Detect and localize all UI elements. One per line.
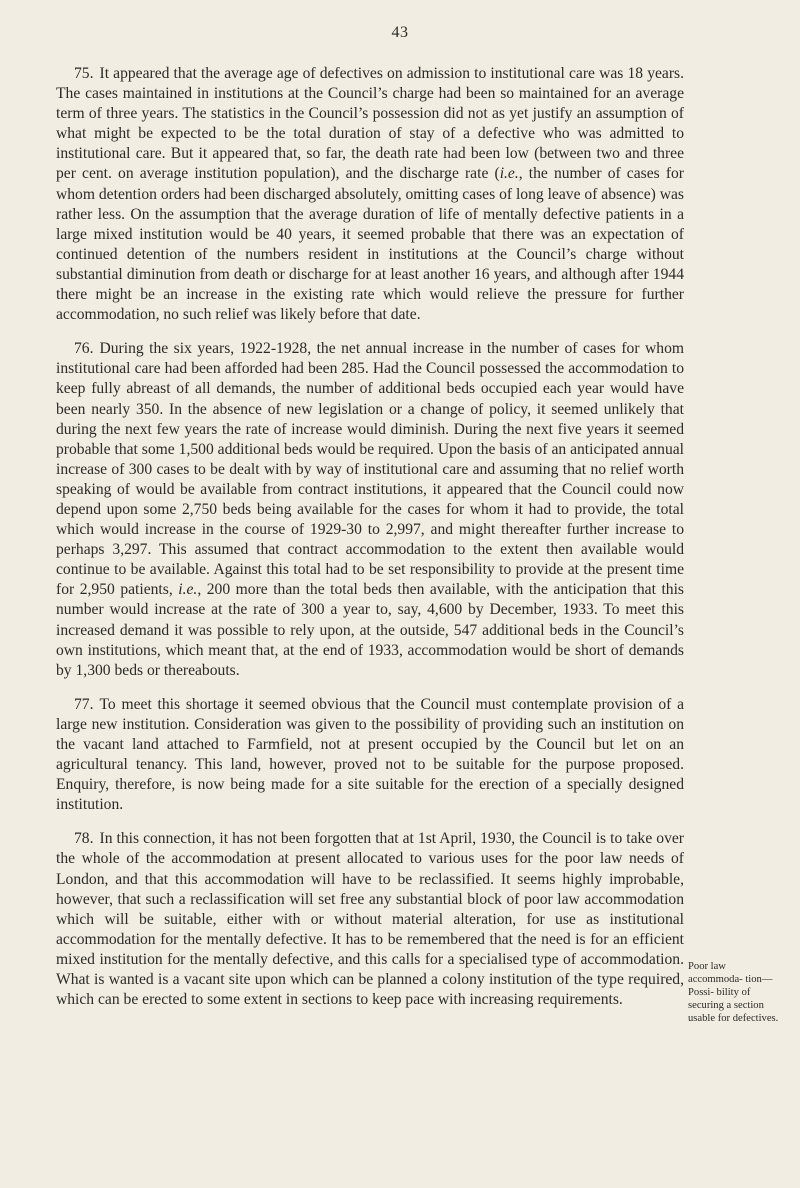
paragraph-78 xyxy=(56,829,684,1010)
paragraph-77 xyxy=(56,695,684,816)
body-text xyxy=(56,64,684,1024)
page-number: 43 xyxy=(391,24,409,41)
paragraph-75 xyxy=(56,64,684,325)
paragraph-76 xyxy=(56,339,684,681)
paragraph-text: It appeared that the average age of defectives on admission to institutional care was 18 years. The cases maintained in institutions at the Council’s charge had been so maintained for an average term of three years. The statistics in the Council’s possession did not as yet justify an assumption of what might be expected to be the total duration of stay of a defective who was admitted to institutional care. But it appeared that, so far, the death rate had been low (between two and three per cent. on average institution population), and the discharge rate (i.e., the number of cases for whom detention orders had been discharged absolutely, omitting cases of long leave of absence) was rather less. On the assumption that the average duration of life of mentally defective patients in a large mixed institution would be 40 years, it seemed probable that there was an expectation of continued detention of the numbers resident in institutions at the Council’s charge without substantial diminution from death or discharge for at least another 16 years, and although after 1944 there might be an increase in the existing rate which would relieve the pressure for further accommodation, no such relief was likely before that date. xyxy=(56,65,685,324)
paragraph-number: 75. xyxy=(74,65,94,82)
paragraph-number: 77. xyxy=(74,695,94,713)
paragraph-text: During the six years, 1922-1928, the net annual increase in the number of cases for whom institutional care had been afforded had been 285. Had the Council possessed the accommodation to keep fully abreast of all demands, the number of additional beds occupied each year would have been nearly 350. In the absence of new legislation or a change of policy, it seemed unlikely that during the next few years the rate of increase would diminish. During the next five years it seemed probable that some 1,500 additional beds would be required. Upon the basis of an anticipated annual increase of 300 cases to be dealt with by way of institutional care and assuming that no relief worth speaking of would be available from contract institutions, it appeared that the Council could now depend upon some 2,750 beds being available for the cases for whom it had to provide, the total which would increase in the course of 1929-30 to 2,997, and might thereafter further increase to perhaps 3,297. This assumed that contract accommodation to the extent then available would continue to be available. Against this total had to be set responsibility to provide at the present time for 2,950 patients, i.e., 200 more than the total beds then available, with the anticipation that this number would increase at the rate of 300 a year to, say, 4,600 by December, 1933. To meet this increased demand it was possible to rely upon, at the outside, 547 additional beds in the Council’s own institutions, which meant that, at the end of 1933, accommodation would be short of demands by 1,300 beds or thereabouts. xyxy=(56,340,684,679)
paragraph-number: 78. xyxy=(74,830,94,848)
margin-note: Poor law accommoda- tion—Possi- bility of securing a section usable for defectives. xyxy=(688,961,779,1024)
paragraph-number: 76. xyxy=(74,340,94,358)
paragraph-text: In this connection, it has not been forgotten that at 1st April, 1930, the Council is to take over the whole of the accommodation at present allocated to various uses for the poor law needs of London, and that this accommodation will have to be reclassified. It seems highly improbable, however, that such a reclassification will set free any substantial block of poor law accommodation which will be suitable, either with or without material alteration, for use as institutional accommodation for the mentally defective. It has to be remembered that the need is for an efficient mixed institution for the mentally defective, and this calls for a specialised type of accommodation. What is wanted is a vacant site upon which can be planned a colony institution of the type required, which can be erected to some extent in sections to keep pace with increasing requirements. xyxy=(56,830,684,1009)
paragraph-text: To meet this shortage it seemed obvious that the Council must contemplate provision of a large new institution. Consideration was given to the possibility of providing such an institution on the vacant land attached to Farmfield, not at present occupied by the Council but let on an agricultural tenancy. This land, however, proved not to be suitable for the purpose proposed. Enquiry, therefore, is now being made for a site suitable for the erection of a specially designed institution. xyxy=(56,695,684,814)
